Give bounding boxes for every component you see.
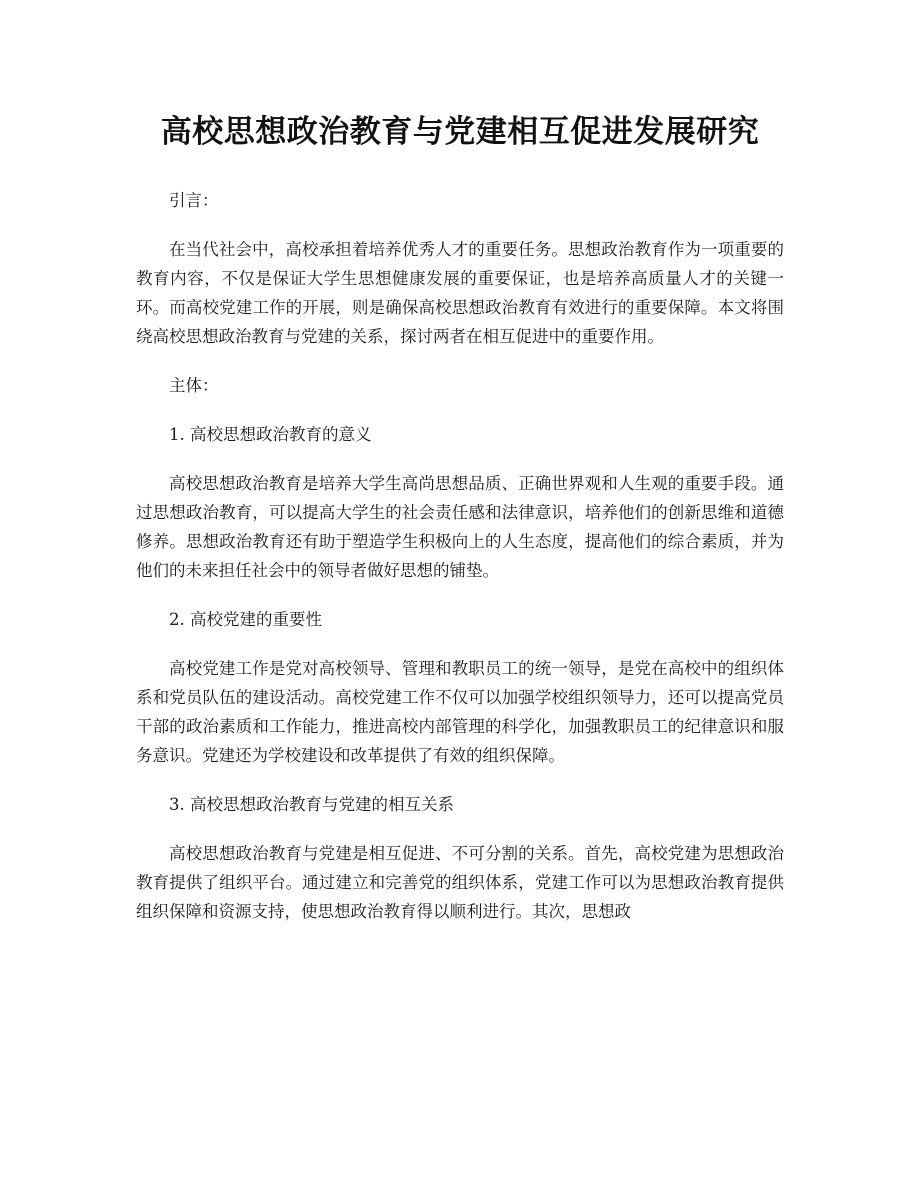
section-heading-intro: 引言： bbox=[169, 191, 219, 210]
subheading-3: 3. 高校思想政治教育与党建的相互关系 bbox=[169, 795, 454, 814]
document-title: 高校思想政治教育与党建相互促进发展研究 bbox=[160, 114, 760, 150]
paragraph-1: 高校思想政治教育是培养大学生高尚思想品质、正确世界观和人生观的重要手段。通过思想政治教育，可以提高大学生的社会责任感和法律意识，培养他们的创新思维和道德修养。思想政治教育还有助于塑造学生积极向上的人生态度，提高他们的综合素质，并为他们的未来担任社会中的领导者做好思想的铺垫。 bbox=[136, 474, 784, 580]
paragraph-2: 高校党建工作是党对高校领导、管理和教职员工的统一领导，是党在高校中的组织体系和党员队伍的建设活动。高校党建工作不仅可以加强学校组织领导力，还可以提高党员干部的政治素质和工作能力，推进高校内部管理的科学化，加强教职员工的纪律意识和服务意识。党建还为学校建设和改革提供了有效的组织保障。 bbox=[136, 659, 784, 765]
subheading-2: 2. 高校党建的重要性 bbox=[169, 610, 322, 629]
document-body bbox=[136, 186, 784, 946]
section-heading-main: 主体： bbox=[169, 376, 219, 395]
paragraph-3: 高校思想政治教育与党建是相互促进、不可分割的关系。首先，高校党建为思想政治教育提供了组织平台。通过建立和完善党的组织体系，党建工作可以为思想政治教育提供组织保障和资源支持，使思想政治教育得以顺利进行。其次，思想政 bbox=[136, 844, 784, 921]
subheading-1: 1. 高校思想政治教育的意义 bbox=[169, 425, 372, 444]
paragraph-intro: 在当代社会中，高校承担着培养优秀人才的重要任务。思想政治教育作为一项重要的教育内容，不仅是保证大学生思想健康发展的重要保证，也是培养高质量人才的关键一环。而高校党建工作的开展，则是确保高校思想政治教育有效进行的重要保障。本文将围绕高校思想政治教育与党建的关系，探讨两者在相互促进中的重要作用。 bbox=[136, 240, 784, 346]
